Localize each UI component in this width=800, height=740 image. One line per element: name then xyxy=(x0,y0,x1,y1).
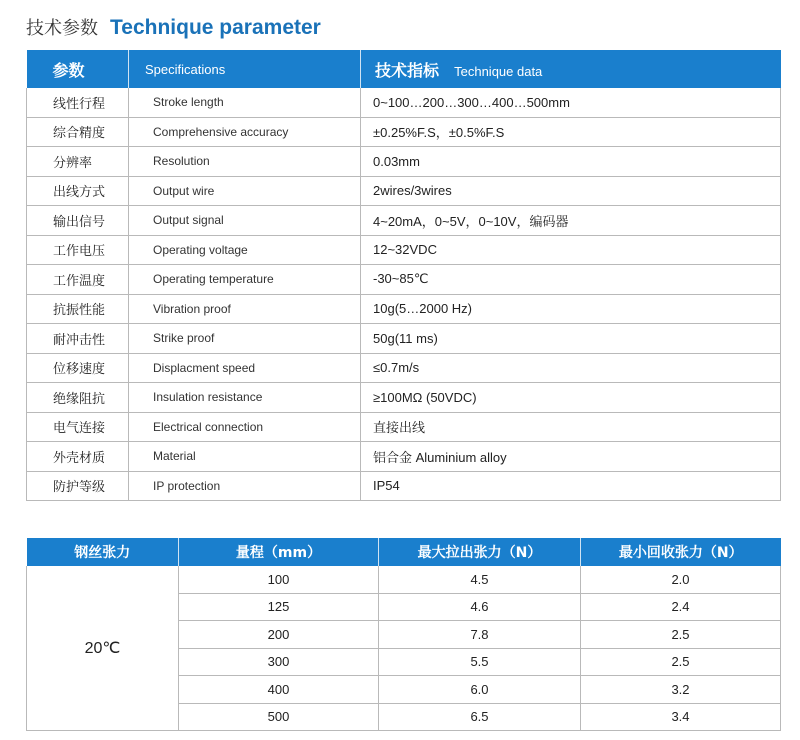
spec-value-cell: IP54 xyxy=(361,471,781,501)
spec-name-cell: Displacment speed xyxy=(129,353,361,383)
spec-name-cell: Strike proof xyxy=(129,324,361,354)
spec-value-cell: 铝合金 Aluminium alloy xyxy=(361,442,781,472)
spec-param-cell: 线性行程 xyxy=(27,88,129,117)
spec-value-cell: 12~32VDC xyxy=(361,235,781,265)
max-tension-cell: 4.6 xyxy=(379,593,581,621)
header-tension: 钢丝张力 xyxy=(27,538,179,566)
min-tension-cell: 3.4 xyxy=(581,703,781,731)
spec-name-cell: Stroke length xyxy=(129,88,361,117)
tension-header-row xyxy=(27,538,781,566)
spec-row xyxy=(27,117,781,147)
spec-name-cell: Comprehensive accuracy xyxy=(129,117,361,147)
range-cell: 500 xyxy=(179,703,379,731)
spec-row xyxy=(27,324,781,354)
spec-param-cell: 位移速度 xyxy=(27,353,129,383)
spec-body xyxy=(27,88,781,501)
spec-param-cell: 耐冲击性 xyxy=(27,324,129,354)
spec-name-cell: Insulation resistance xyxy=(129,383,361,413)
spec-row xyxy=(27,353,781,383)
spec-param-cell: 工作电压 xyxy=(27,235,129,265)
max-tension-cell: 4.5 xyxy=(379,566,581,593)
min-tension-cell: 2.5 xyxy=(581,648,781,676)
header-spec: Specifications xyxy=(129,50,361,88)
range-cell: 100 xyxy=(179,566,379,593)
max-tension-cell: 5.5 xyxy=(379,648,581,676)
tension-table xyxy=(26,538,781,731)
spec-value-cell: 50g(11 ms) xyxy=(361,324,781,354)
spec-row xyxy=(27,442,781,472)
tension-body xyxy=(27,566,781,731)
spec-param-cell: 防护等级 xyxy=(27,471,129,501)
min-tension-cell: 3.2 xyxy=(581,676,781,704)
temperature-cell: 20℃ xyxy=(27,566,179,731)
spec-name-cell: IP protection xyxy=(129,471,361,501)
spec-table xyxy=(26,50,781,501)
spec-param-cell: 工作温度 xyxy=(27,265,129,295)
spec-row xyxy=(27,206,781,236)
range-cell: 400 xyxy=(179,676,379,704)
page-title xyxy=(26,14,321,48)
spec-value-cell: 2wires/3wires xyxy=(361,176,781,206)
header-range: 量程（mm） xyxy=(179,538,379,566)
spec-value-cell: 0.03mm xyxy=(361,147,781,177)
header-min-tension: 最小回收张力（N） xyxy=(581,538,781,566)
spec-name-cell: Output signal xyxy=(129,206,361,236)
spec-header-row xyxy=(27,50,781,88)
spec-value-cell: 10g(5…2000 Hz) xyxy=(361,294,781,324)
header-data-en: Technique data xyxy=(454,63,543,79)
spec-row xyxy=(27,176,781,206)
spec-row xyxy=(27,235,781,265)
spec-row xyxy=(27,88,781,117)
header-data-cn: 技术指标 xyxy=(375,60,440,80)
spec-value-cell: ≥100MΩ (50VDC) xyxy=(361,383,781,413)
spec-row xyxy=(27,294,781,324)
spec-value-cell: 4~20mA，0~5V，0~10V，编码器 xyxy=(361,206,781,236)
max-tension-cell: 6.0 xyxy=(379,676,581,704)
spec-value-cell: 直接出线 xyxy=(361,412,781,442)
spec-name-cell: Operating temperature xyxy=(129,265,361,295)
spec-param-cell: 外壳材质 xyxy=(27,442,129,472)
spec-param-cell: 输出信号 xyxy=(27,206,129,236)
spec-param-cell: 电气连接 xyxy=(27,412,129,442)
spec-value-cell: -30~85℃ xyxy=(361,265,781,295)
min-tension-cell: 2.5 xyxy=(581,621,781,649)
spec-row xyxy=(27,147,781,177)
min-tension-cell: 2.0 xyxy=(581,566,781,593)
spec-param-cell: 抗振性能 xyxy=(27,294,129,324)
spec-row xyxy=(27,383,781,413)
range-cell: 300 xyxy=(179,648,379,676)
header-data xyxy=(361,50,781,88)
spec-value-cell: ≤0.7m/s xyxy=(361,353,781,383)
max-tension-cell: 6.5 xyxy=(379,703,581,731)
range-cell: 125 xyxy=(179,593,379,621)
tension-row xyxy=(27,566,781,593)
spec-param-cell: 出线方式 xyxy=(27,176,129,206)
spec-row xyxy=(27,471,781,501)
spec-param-cell: 综合精度 xyxy=(27,117,129,147)
spec-name-cell: Material xyxy=(129,442,361,472)
spec-value-cell: 0~100…200…300…400…500mm xyxy=(361,88,781,117)
min-tension-cell: 2.4 xyxy=(581,593,781,621)
spec-param-cell: 绝缘阻抗 xyxy=(27,383,129,413)
title-en: Technique parameter xyxy=(110,16,321,39)
spec-row xyxy=(27,265,781,295)
header-max-tension: 最大拉出张力（N） xyxy=(379,538,581,566)
spec-name-cell: Electrical connection xyxy=(129,412,361,442)
max-tension-cell: 7.8 xyxy=(379,621,581,649)
spec-name-cell: Vibration proof xyxy=(129,294,361,324)
spec-row xyxy=(27,412,781,442)
header-param: 参数 xyxy=(27,50,129,88)
spec-name-cell: Resolution xyxy=(129,147,361,177)
spec-name-cell: Output wire xyxy=(129,176,361,206)
range-cell: 200 xyxy=(179,621,379,649)
spec-param-cell: 分辨率 xyxy=(27,147,129,177)
title-cn: 技术参数 xyxy=(26,18,98,39)
spec-value-cell: ±0.25%F.S，±0.5%F.S xyxy=(361,117,781,147)
spec-name-cell: Operating voltage xyxy=(129,235,361,265)
